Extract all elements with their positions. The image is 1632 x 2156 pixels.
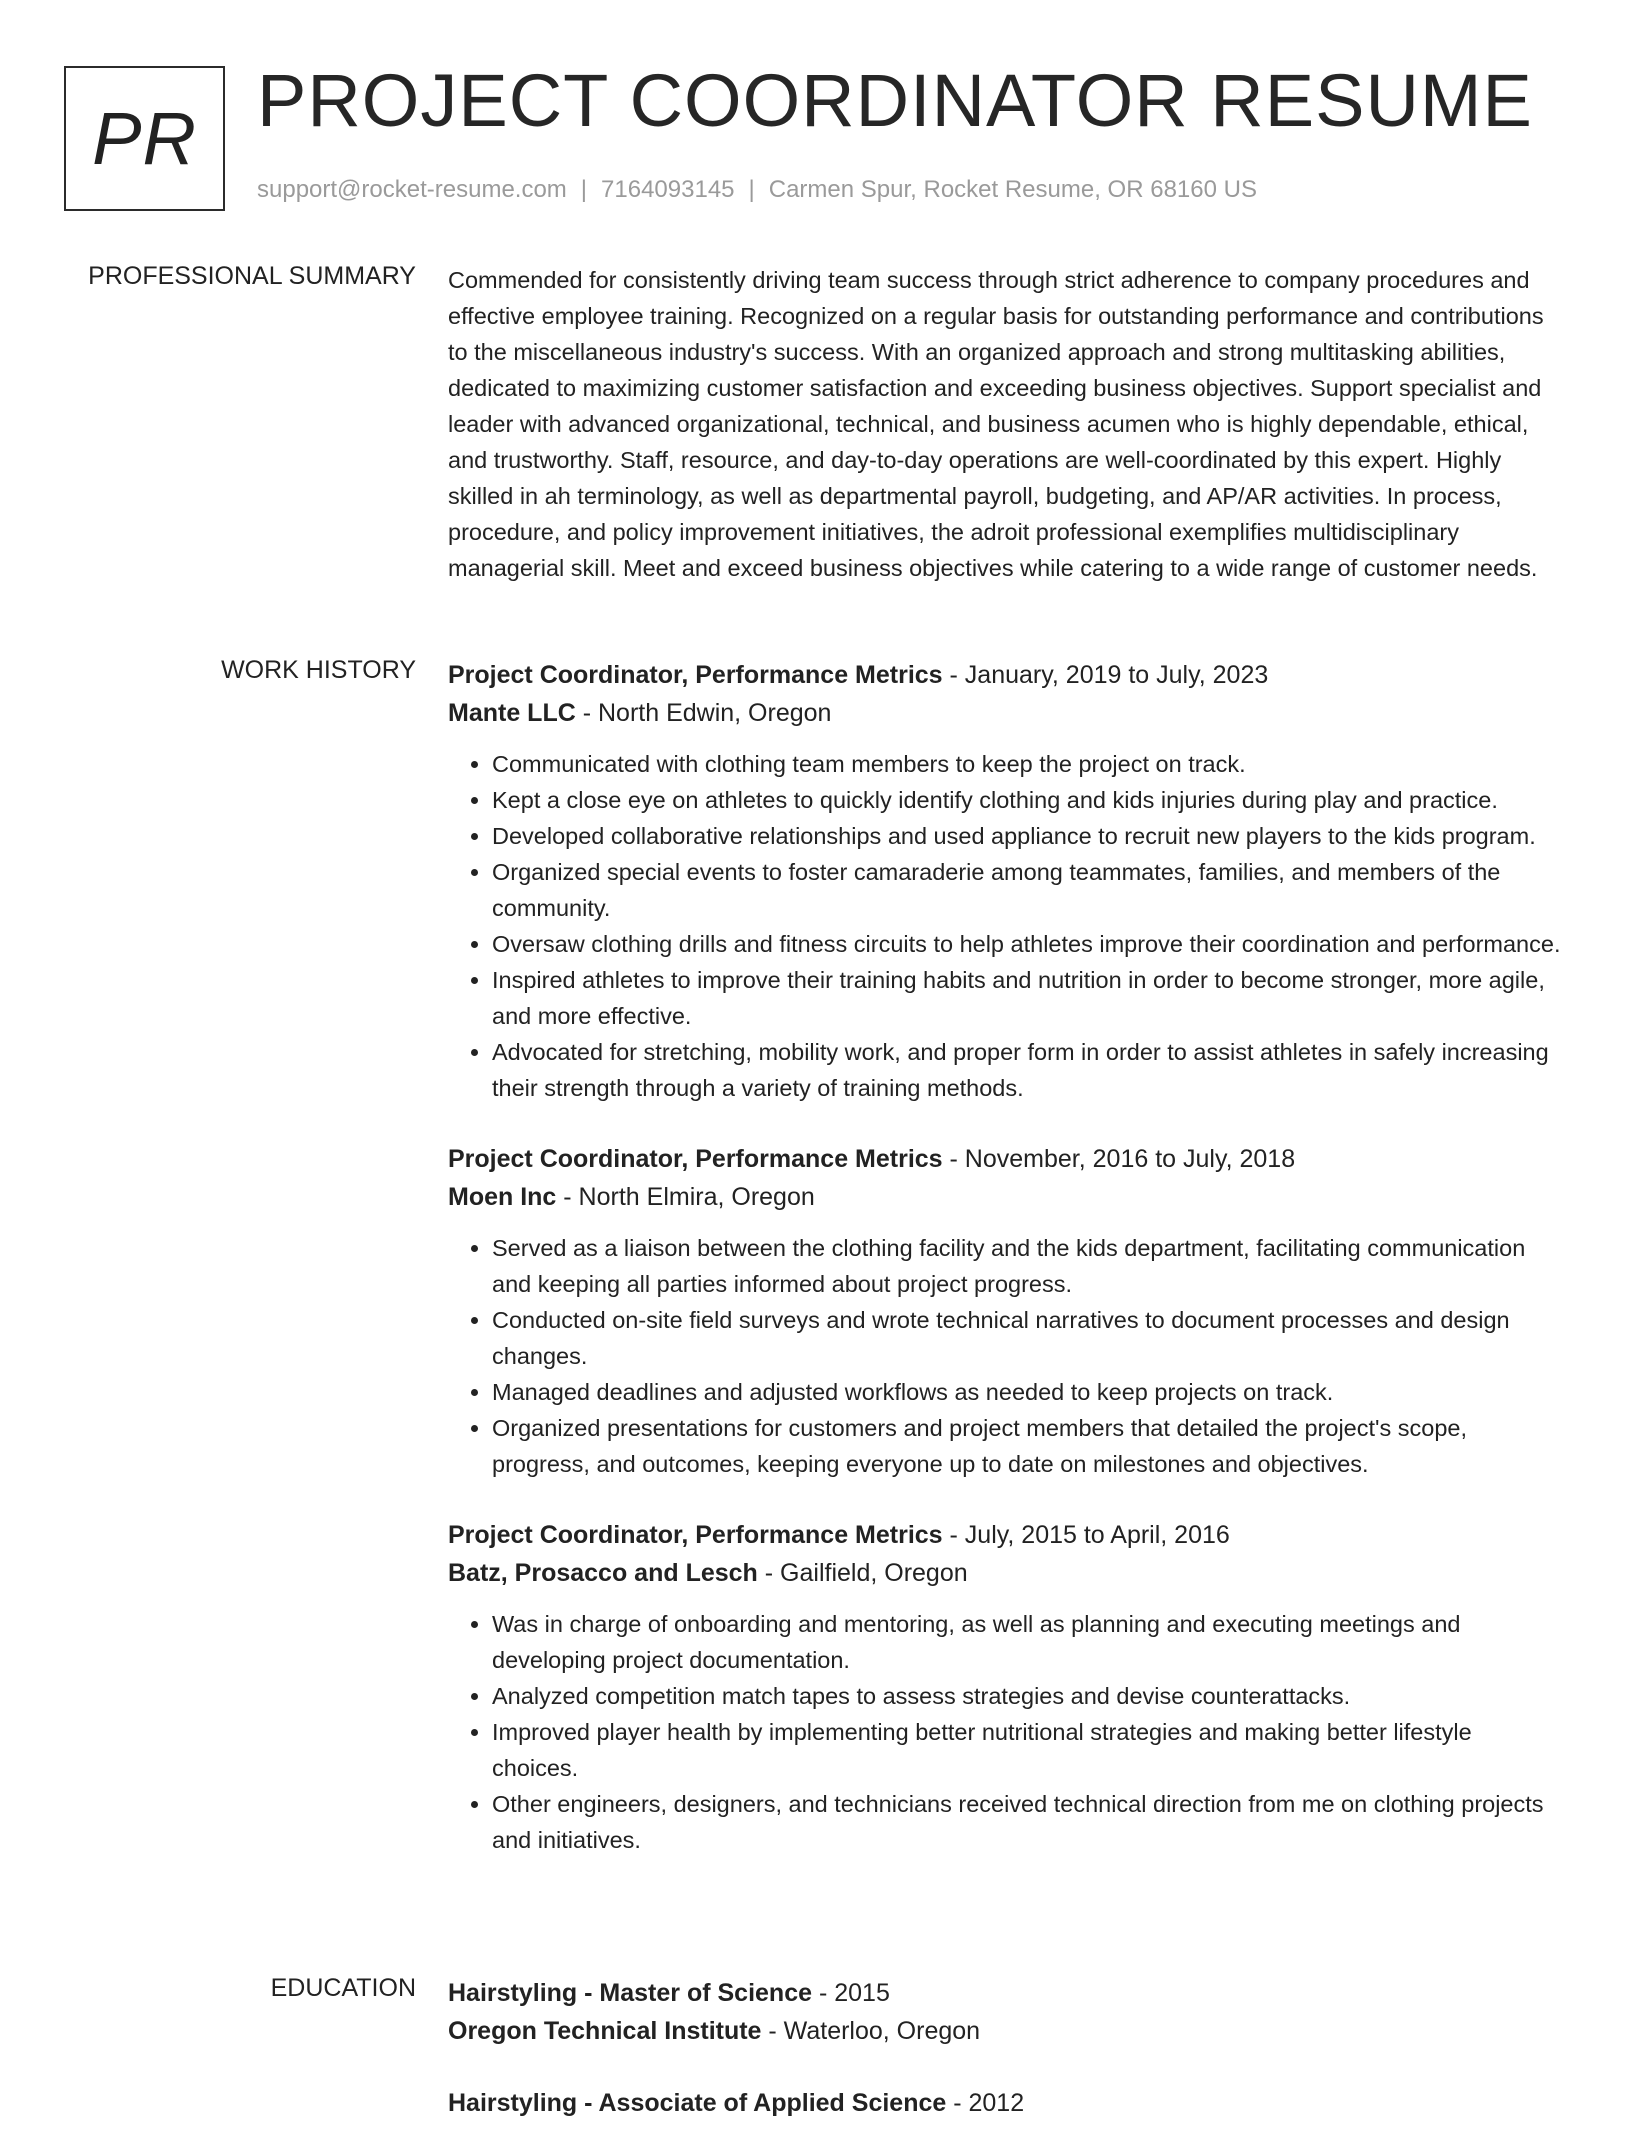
job-company: Mante LLC — [448, 699, 576, 727]
job-title-line — [448, 1140, 1564, 1178]
job-dates: - July, 2015 to April, 2016 — [942, 1521, 1230, 1549]
list-item: • Advocated for stretching, mobility work, and proper form in order to assist athletes in safely increasing their strength through a variety of training methods. — [492, 1034, 1564, 1106]
contact-email: support@rocket-resume.com — [257, 176, 567, 203]
education-school-line — [448, 2012, 1564, 2050]
education-entry — [448, 1974, 1564, 2050]
education-body — [448, 1974, 1564, 2156]
list-item: • Served as a liaison between the clothing facility and the kids department, facilitating communication and keeping all parties informed about project progress. — [492, 1230, 1564, 1302]
job-company: Batz, Prosacco and Lesch — [448, 1559, 758, 1587]
list-item: • Managed deadlines and adjusted workflows as needed to keep projects on track. — [492, 1374, 1564, 1410]
list-item: • Kept a close eye on athletes to quickly identify clothing and kids injuries during play and practice. — [492, 782, 1564, 818]
summary-text: Commended for consistently driving team success through strict adherence to company procedures and effective employee training. Recognized on a regular basis for outstanding performance and contributions to the miscellaneous industry's success. With an organized approach and strong multitasking abilities, dedicated to maximizing customer satisfaction and exceeding business objectives. Support specialist and leader with advanced organizational, technical, and business acumen who is highly dependable, ethical, and trustworthy. Staff, resource, and day-to-day operations are well-coordinated by this expert. Highly skilled in ah terminology, as well as departmental payroll, budgeting, and AP/AR activities. In process, procedure, and policy improvement initiatives, the adroit professional exemplifies multidisciplinary managerial skill. Meet and exceed business objectives while catering to a wide range of customer needs. — [448, 267, 1544, 581]
list-item: • Developed collaborative relationships and used appliance to recruit new players to the kids program. — [492, 818, 1564, 854]
section-label: EDUCATION — [270, 1974, 416, 2002]
job-location: - Gailfield, Oregon — [757, 1559, 968, 1587]
education-year: - 2015 — [812, 1979, 890, 2007]
job-company-line — [448, 1178, 1564, 1216]
job-location: - North Elmira, Oregon — [556, 1183, 815, 1211]
job-entry — [448, 656, 1564, 1106]
list-item: • Was in charge of onboarding and mentoring, as well as planning and executing meetings and developing project documentation. — [492, 1606, 1564, 1678]
education-year: - 2012 — [946, 2089, 1025, 2117]
contact-separator: | — [748, 176, 755, 203]
job-company-line — [448, 694, 1564, 732]
job-location: - North Edwin, Oregon — [575, 699, 832, 727]
education-degree-line — [448, 1974, 1564, 2012]
list-item: • Analyzed competition match tapes to assess strategies and devise counterattacks. — [492, 1678, 1564, 1714]
job-entry — [448, 1140, 1564, 1482]
list-item: • Improved player health by implementing better nutritional strategies and making better lifestyle choices. — [492, 1714, 1564, 1786]
education-entry — [448, 2084, 1564, 2122]
contact-phone: 7164093145 — [601, 176, 735, 203]
job-entry — [448, 1516, 1564, 1858]
contact-line — [257, 176, 1257, 204]
job-title-line — [448, 1516, 1564, 1554]
work-history-body — [448, 656, 1564, 1892]
job-bullets — [448, 746, 1564, 1106]
list-item: • Communicated with clothing team members to keep the project on track. — [492, 746, 1564, 782]
job-title-line — [448, 656, 1564, 694]
section-label: PROFESSIONAL SUMMARY — [88, 262, 416, 290]
resume-header — [64, 59, 1564, 210]
page-title: PROJECT COORDINATOR RESUME — [257, 59, 1533, 142]
list-item: • Organized presentations for customers and project members that detailed the project's scope, progress, and outcomes, keeping everyone up to date on milestones and objectives. — [492, 1410, 1564, 1482]
job-dates: - January, 2019 to July, 2023 — [942, 661, 1269, 689]
education-degree: Hairstyling - Associate of Applied Science — [448, 2089, 947, 2117]
list-item: • Organized special events to foster camaraderie among teammates, families, and members of the community. — [492, 854, 1564, 926]
job-company-line — [448, 1554, 1564, 1592]
education-degree: Hairstyling - Master of Science — [448, 1979, 813, 2007]
list-item: • Inspired athletes to improve their training habits and nutrition in order to become stronger, more agile, and more effective. — [492, 962, 1564, 1034]
job-company: Moen Inc — [448, 1183, 557, 1211]
job-title: Project Coordinator, Performance Metrics — [448, 1145, 943, 1173]
job-title: Project Coordinator, Performance Metrics — [448, 1521, 943, 1549]
list-item: • Conducted on-site field surveys and wrote technical narratives to document processes and design changes. — [492, 1302, 1564, 1374]
list-item: • Oversaw clothing drills and fitness circuits to help athletes improve their coordination and performance. — [492, 926, 1564, 962]
education-degree-line — [448, 2084, 1564, 2122]
section-label: WORK HISTORY — [221, 656, 416, 684]
initials-monogram: PR — [64, 66, 225, 211]
job-title: Project Coordinator, Performance Metrics — [448, 661, 943, 689]
list-item: • Other engineers, designers, and technicians received technical direction from me on clothing projects and initiatives. — [492, 1786, 1564, 1858]
contact-address: Carmen Spur, Rocket Resume, OR 68160 US — [768, 176, 1257, 203]
job-dates: - November, 2016 to July, 2018 — [942, 1145, 1296, 1173]
job-bullets — [448, 1230, 1564, 1482]
education-location: - Waterloo, Oregon — [761, 2017, 981, 2045]
summary-body — [448, 262, 1564, 586]
education-school: Oregon Technical Institute — [448, 2017, 762, 2045]
job-bullets — [448, 1606, 1564, 1858]
contact-separator: | — [580, 176, 588, 203]
